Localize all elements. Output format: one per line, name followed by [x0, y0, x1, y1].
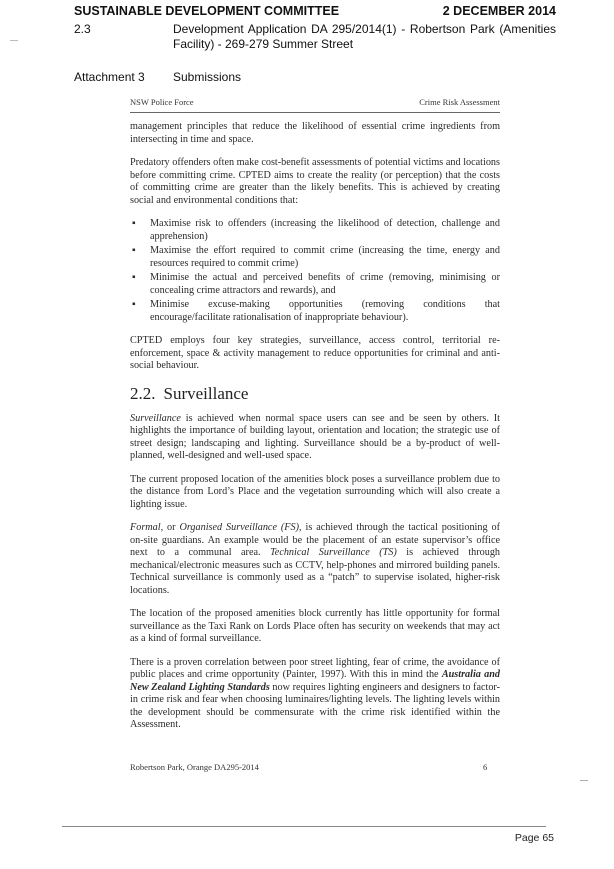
term-lighting-standards: Australia and New Zealand Lighting Standards [130, 669, 500, 693]
paragraph: Surveillance is achieved when normal space users can see and be seen by others. It highlights the importance of building layout, orientation and location; the strategic use of street design; landscaping and lighting. Surveillance should be a by-product of well-planned, well-designed and well-used space. [130, 412, 500, 461]
term-formal: Formal [130, 522, 161, 533]
footer-page-number: 6 [483, 762, 488, 772]
list-item: ▪ Maximise risk to offenders (increasing the likelihood of detection, challenge and apprehension) [132, 218, 500, 242]
bottom-rule [62, 826, 546, 827]
scan-mark [10, 40, 18, 41]
scan-mark [580, 780, 588, 781]
list-item: ▪ Maximise the effort required to commit crime (increasing the time, energy and resources required to commit crime) [132, 245, 500, 269]
list-item: ▪ Minimise excuse-making opportunities (removing conditions that encourage/facilitate rationalisation of inappropriate behaviour). [132, 299, 500, 323]
bullet-icon: ▪ [132, 245, 136, 256]
section-number: 2.2. [130, 383, 156, 403]
term-technical-surveillance: Technical Surveillance (TS) [270, 547, 397, 558]
term-surveillance: Surveillance [130, 412, 181, 424]
paragraph: The location of the proposed amenities block currently has little opportunity for formal surveillance as the Taxi Rank on Lords Place often has security on weekends that may act as a kind of formal surveillance. [130, 608, 500, 644]
attachment-label: Attachment 3 [74, 70, 145, 84]
paragraph: There is a proven correlation between poor street lighting, fear of crime, the avoidance of public places and crime opportunity (Painter, 1997). With this in mind the Australia and New Zealand Lighting Standards now requires lighting engineers and designers to factor-in crime risk and fear when choosing luminaires/lighting levels. The lighting levels within the development should be commensurate with the crime risk identified within the Assessment. [130, 656, 500, 730]
bullet-icon: ▪ [132, 299, 136, 310]
committee-title: SUSTAINABLE DEVELOPMENT COMMITTEE [74, 4, 340, 18]
paragraph: management principles that reduce the likelihood of essential crime ingredients from intersecting in time and space. [130, 121, 500, 145]
paragraph: The current proposed location of the amenities block poses a surveillance problem due to the distance from Lord’s Place and the vegetation surrounding which will also create a lighting issue. [130, 473, 500, 510]
list-item: ▪ Minimise the actual and perceived benefits of crime (removing, minimising or concealing crime attractors and rewards), and [132, 272, 500, 296]
bullet-icon: ▪ [132, 218, 136, 229]
section-heading [130, 384, 500, 404]
running-header-rule [130, 112, 500, 113]
running-header-right: Crime Risk Assessment [419, 97, 500, 107]
section-title: Surveillance [163, 383, 249, 403]
item-title: Development Application DA 295/2014(1) - Robertson Park (Amenities Facility) - 269-279 Summer Street [173, 22, 556, 51]
term-organised-surveillance: Organised Surveillance (FS) [179, 522, 300, 533]
footer-left: Robertson Park, Orange DA295-2014 [130, 762, 259, 772]
running-header-left: NSW Police Force [130, 97, 194, 107]
bullet-icon: ▪ [132, 272, 136, 283]
paragraph: Formal, or Organised Surveillance (FS), is achieved through the tactical positioning of on-site guardians. An example would be the placement of an estate supervisor’s office next to a communal area. Technical Surveillance (TS) is achieved through mechanical/electronic measures such as CCTV, help-phones and mirrored building panels. Technical surveillance is commonly used as a “patch” to supervise isolated, higher-risk locations. [130, 522, 501, 596]
attachment-title: Submissions [173, 70, 242, 84]
paragraph: CPTED employs four key strategies, surveillance, access control, territorial re-enforcement, space & activity management to reduce opportunities for criminal and anti-social behaviour. [130, 335, 500, 371]
document-body [130, 121, 500, 743]
bullet-list [130, 218, 500, 324]
meeting-date: 2 DECEMBER 2014 [442, 4, 556, 18]
page-number: Page 65 [514, 832, 554, 844]
item-number: 2.3 [74, 22, 91, 36]
paragraph: Predatory offenders often make cost-benefit assessments of potential victims and locations before committing crime. CPTED aims to create the reality (or perception) that the costs of committing crime are greater than the likely benefits. This is achieved by creating social and environmental conditions that: [130, 157, 500, 206]
